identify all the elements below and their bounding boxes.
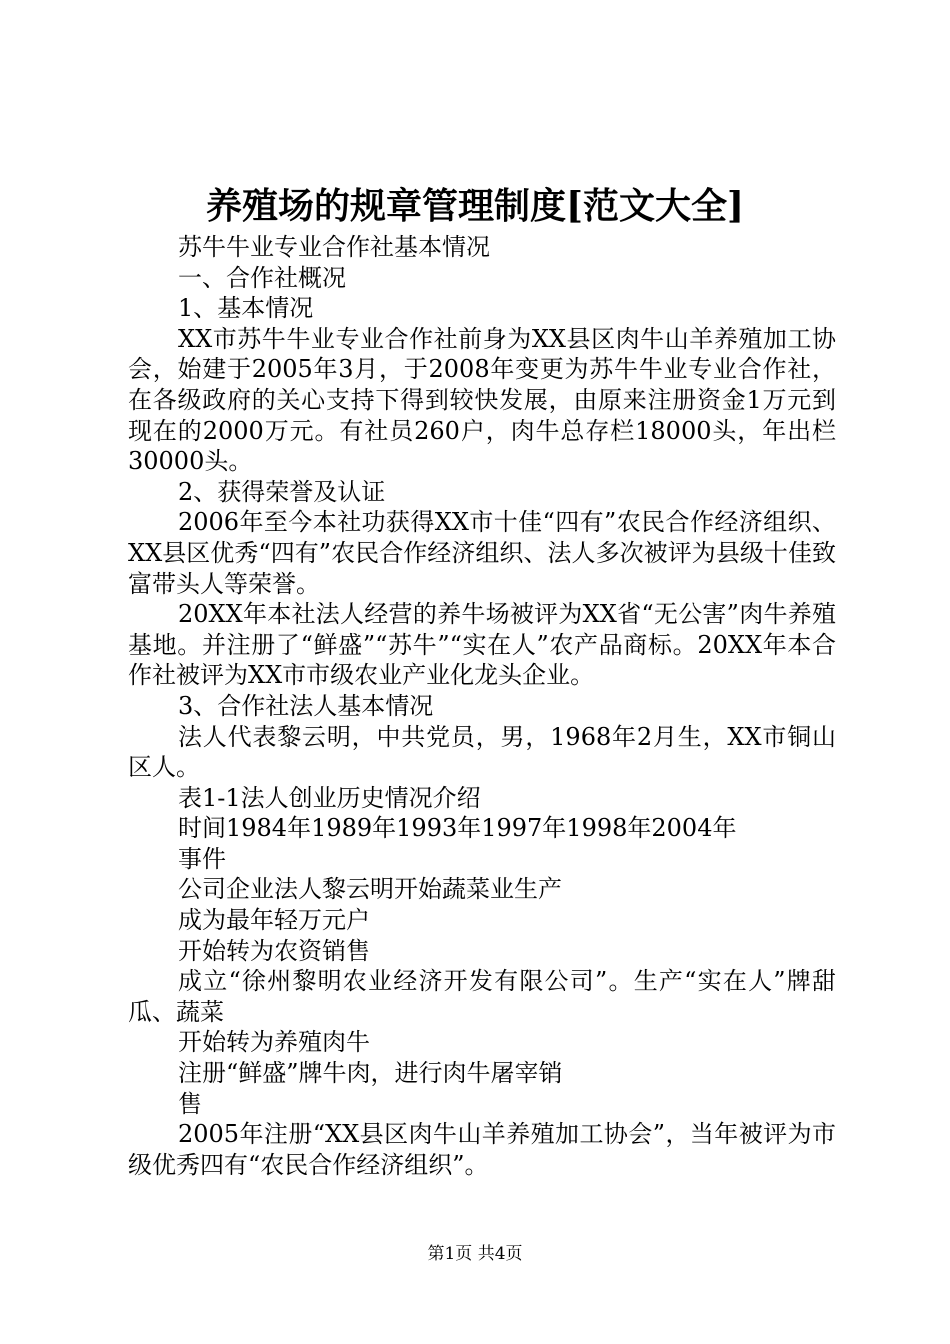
- subsection-heading: 3、合作社法人基本情况: [178, 691, 434, 720]
- body-paragraph: XX市苏牛牛业专业合作社前身为XX县区肉牛山羊养殖加工协会，始建于2005年3月，于2008年变更为苏牛牛业专业合作社，在各级政府的关心支持下得到较快发展，由原来注册资金1万元到现在的2000万元。有社员260户，肉牛总存栏18000头，年出栏30000头。: [128, 324, 836, 476]
- body-paragraph: 法人代表黎云明，中共党员，男，1968年2月生，XX市铜山区人。: [128, 722, 836, 782]
- table-caption: 表1-1法人创业历史情况介绍: [178, 783, 481, 812]
- subsection-heading: 1、基本情况: [178, 294, 314, 323]
- body-paragraph: 2006年至今本社功获得XX市十佳“四有”农民合作经济组织、XX县区优秀“四有”农民合作经济组织、法人多次被评为县级十佳致富带头人等荣誉。: [128, 508, 836, 598]
- table-row-event: 开始转为养殖肉牛: [178, 1028, 370, 1057]
- table-row-event: 公司企业法人黎云明开始蔬菜业生产: [178, 875, 562, 904]
- table-row-event: 成立“徐州黎明农业经济开发有限公司”。生产“实在人”牌甜瓜、蔬菜: [128, 967, 836, 1026]
- table-row-event: 售: [178, 1089, 202, 1118]
- table-row-event: 注册“鲜盛”牌牛肉，进行肉牛屠宰销: [178, 1059, 563, 1088]
- table-row-event: 开始转为农资销售: [178, 936, 370, 965]
- body-paragraph: 20XX年本社法人经营的养牛场被评为XX省“无公害”肉牛养殖基地。并注册了“鲜盛”“苏牛”“实在人”农产品商标。20XX年本合作社被评为XX市市级农业产业化龙头企业。: [128, 600, 836, 690]
- table-row-time: 时间1984年1989年1993年1997年1998年2004年: [178, 814, 737, 843]
- document-body: [128, 232, 836, 1180]
- page-number: 第1页 共4页: [427, 1244, 523, 1264]
- paragraph-heading: 苏牛牛业专业合作社基本情况: [178, 233, 490, 261]
- subsection-heading: 2、获得荣誉及认证: [178, 477, 386, 506]
- body-paragraph: 2005年注册“XX县区肉牛山羊养殖加工协会”，当年被评为市级优秀四有“农民合作经济组织”。: [128, 1120, 836, 1179]
- table-row-event-label: 事件: [178, 844, 226, 873]
- table-row-event: 成为最年轻万元户: [178, 906, 370, 935]
- section-heading: 一、合作社概况: [178, 263, 346, 292]
- document-title: 养殖场的规章管理制度[范文大全]: [205, 185, 745, 227]
